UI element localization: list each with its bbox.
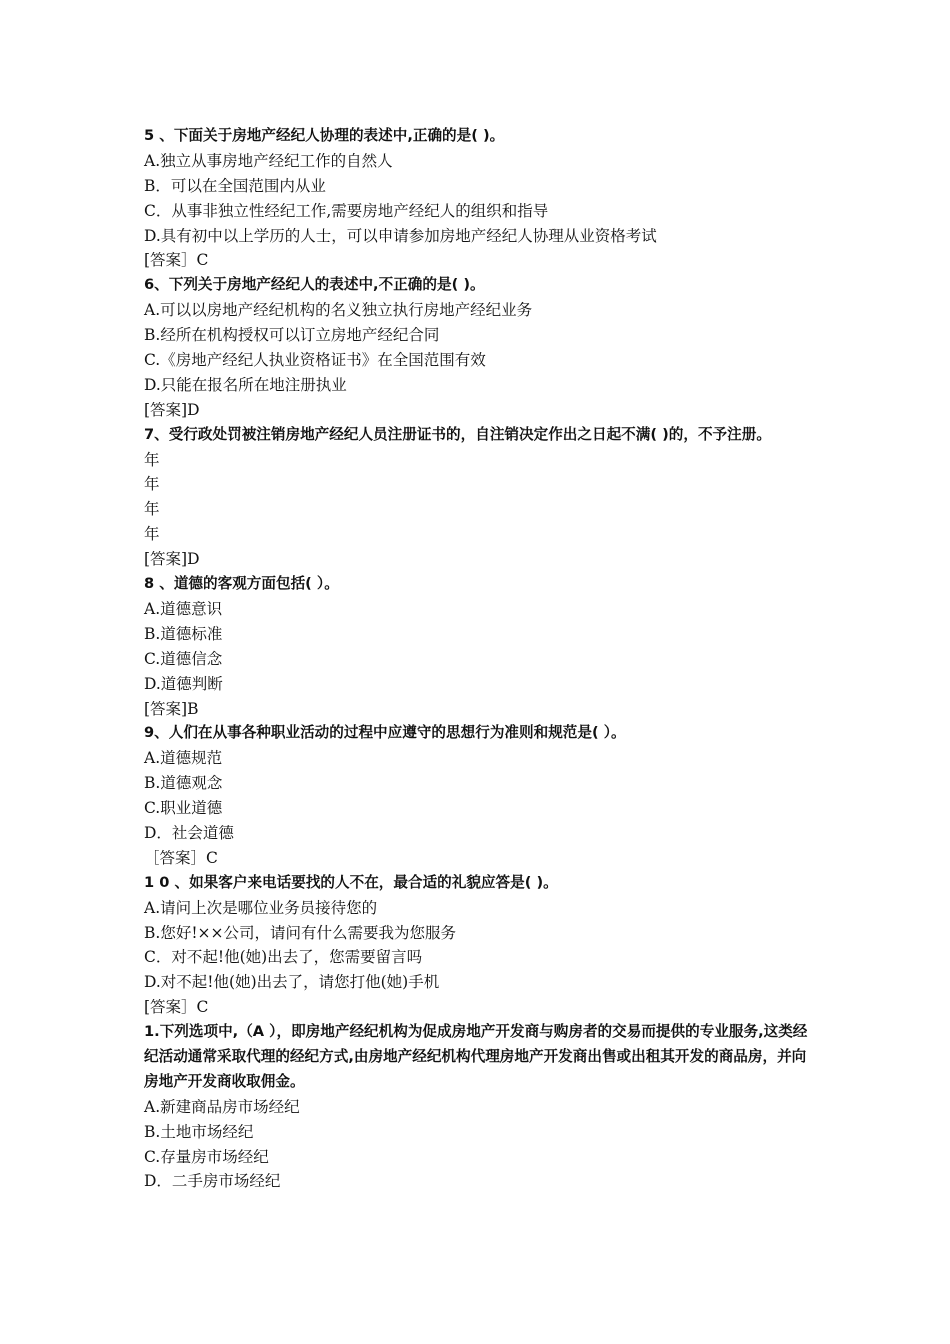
option-line: D.只能在报名所在地注册执业	[144, 375, 347, 394]
option-line: B.您好!××公司，请问有什么需要我为您服务	[144, 923, 457, 942]
answer-line: [答案]D	[144, 400, 200, 419]
option-line: C．从事非独立性经纪工作,需要房地产经纪人的组织和指导	[144, 201, 549, 220]
option-line: D.对不起!他(她)出去了，请您打他(她)手机	[144, 973, 440, 992]
answer-line: [答案]D	[144, 550, 200, 569]
question-text: 8 、道德的客观方面包括( ）。	[144, 575, 339, 593]
option-line: 年	[144, 450, 160, 469]
answer-line: [答案］C	[144, 251, 209, 270]
option-line: D．社会道德	[144, 823, 234, 842]
option-line: B.道德标准	[144, 624, 223, 643]
option-line: D．二手房市场经纪	[144, 1172, 281, 1191]
option-line: D.道德判断	[144, 674, 223, 693]
option-line: B.经所在机构授权可以订立房地产经纪合同	[144, 326, 440, 345]
option-line: A.独立从事房地产经纪工作的自然人	[144, 151, 393, 170]
option-line: C.职业道德	[144, 799, 223, 818]
option-line: C.道德信念	[144, 649, 223, 668]
option-line: 年	[144, 525, 160, 544]
option-line: C.存量房市场经纪	[144, 1147, 269, 1166]
answer-line: [答案］C	[144, 998, 209, 1017]
question-text: 5 、下面关于房地产经纪人协理的表述中,正确的是( )。	[144, 127, 505, 144]
option-line: A.道德规范	[144, 749, 223, 768]
question-text: 7、受行政处罚被注销房地产经纪人员注册证书的，自注销决定作出之日起不满( )的，不予注册。	[144, 425, 771, 443]
option-line: B.道德观念	[144, 774, 223, 793]
option-line: 年	[144, 500, 160, 519]
option-line: B.土地市场经纪	[144, 1122, 254, 1141]
option-line: C．对不起!他(她)出去了，您需要留言吗	[144, 948, 423, 967]
option-line: A.新建商品房市场经纪	[144, 1097, 300, 1116]
option-line: B．可以在全国范围内从业	[144, 176, 326, 195]
option-line: A.请问上次是哪位业务员接待您的	[144, 898, 378, 917]
option-line: A.可以以房地产经纪机构的名义独立执行房地产经纪业务	[144, 301, 533, 320]
question-text: 1 0 、如果客户来电话要找的人不在，最合适的礼貌应答是( )。	[144, 873, 558, 891]
question-text: 6、下列关于房地产经纪人的表述中,不正确的是( )。	[144, 276, 485, 294]
document-body	[144, 124, 816, 1194]
option-line: A.道德意识	[144, 599, 223, 618]
answer-line: ［答案］C	[144, 848, 218, 867]
answer-line: [答案]B	[144, 699, 199, 718]
question-text: 1.下列选项中,（A ），即房地产经纪机构为促成房地产开发商与购房者的交易而提供的专业服务,这类经纪活动通常采取代理的经纪方式,由房地产经纪机构代理房地产开发商出售或出租其开发的商品房，并向房地产开发商收取佣金。	[144, 1023, 808, 1090]
question-text: 9、人们在从事各种职业活动的过程中应遵守的思想行为准则和规范是( ）。	[144, 724, 626, 742]
option-line: C.《房地产经纪人执业资格证书》在全国范围有效	[144, 351, 486, 370]
option-line: D.具有初中以上学历的人士，可以申请参加房地产经纪人协理从业资格考试	[144, 226, 657, 245]
option-line: 年	[144, 475, 160, 494]
